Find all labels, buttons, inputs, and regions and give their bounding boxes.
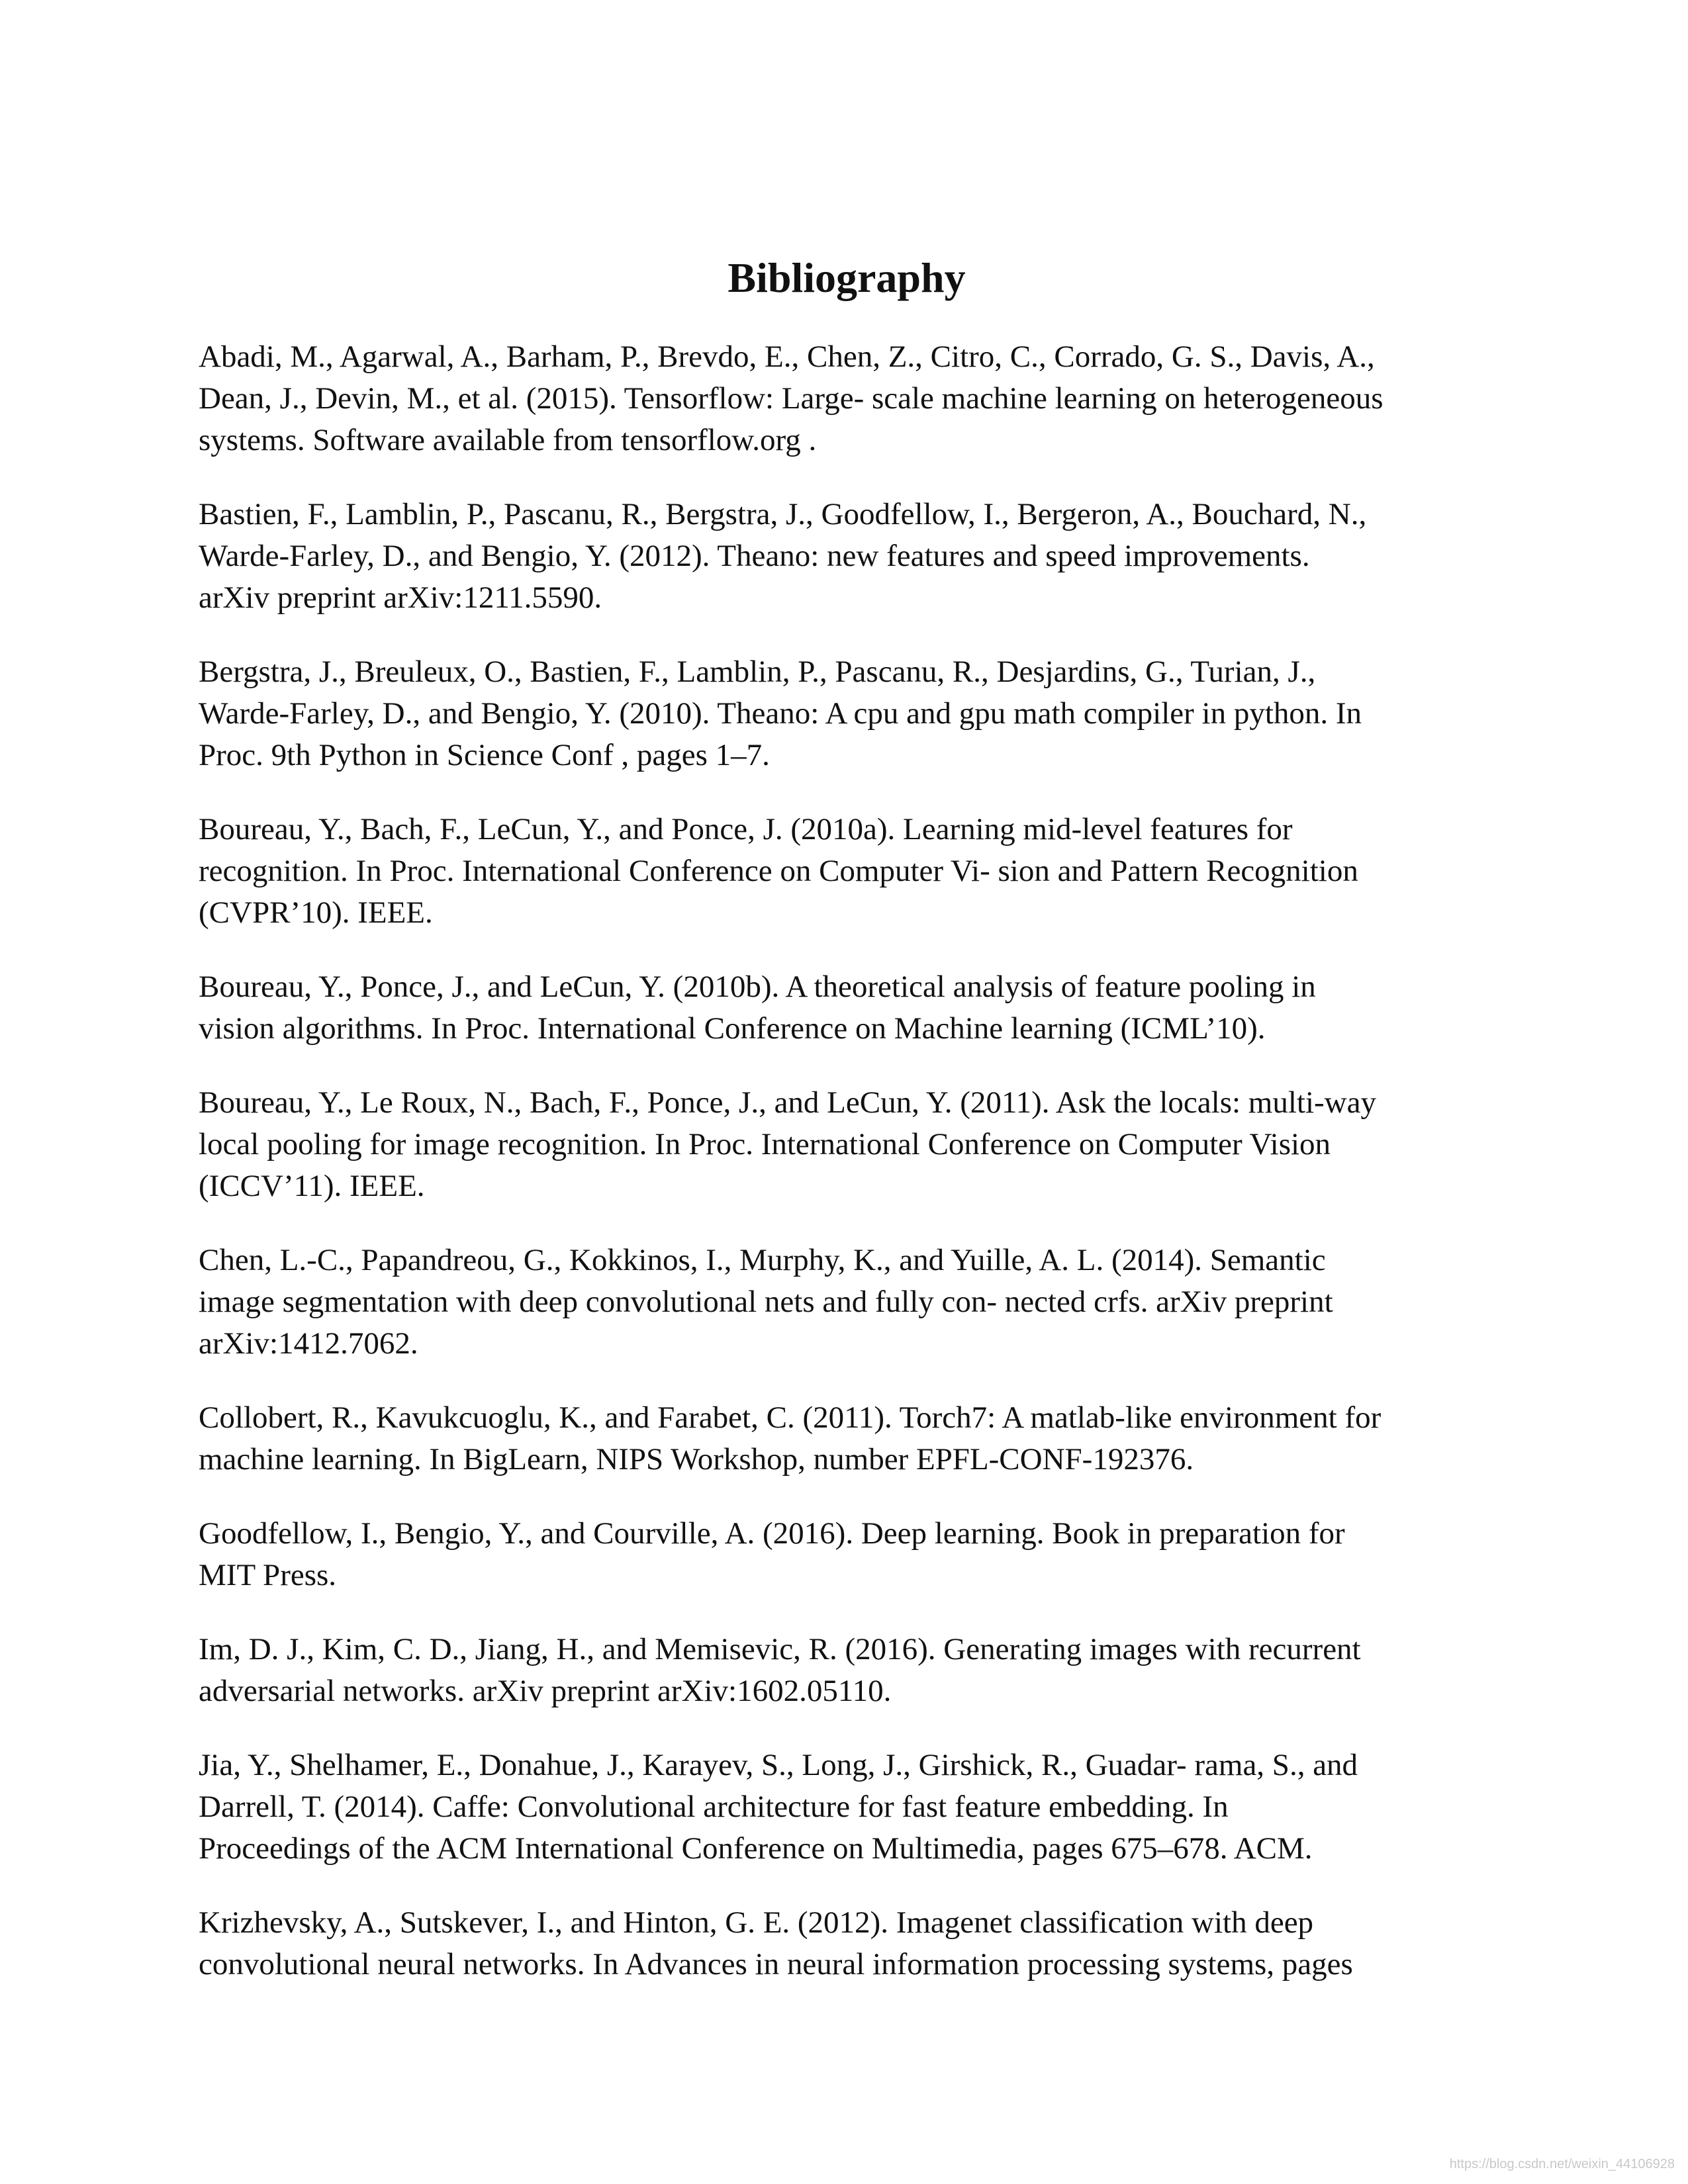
watermark-text: https://blog.csdn.net/weixin_44106928 bbox=[1449, 2157, 1675, 2171]
reference-line: Jia, Y., Shelhamer, E., Donahue, J., Karayev, S., Long, J., Girshick, R., Guadar- rama, S., and bbox=[199, 1748, 1358, 1782]
reference-line: Abadi, M., Agarwal, A., Barham, P., Brevdo, E., Chen, Z., Citro, C., Corrado, G. S., Davis, A., bbox=[199, 340, 1375, 374]
reference-line: Boureau, Y., Le Roux, N., Bach, F., Ponce, J., and LeCun, Y. (2011). Ask the locals: multi-way bbox=[199, 1085, 1376, 1120]
reference-entry-goodfellow-2016 bbox=[199, 1513, 1496, 1596]
reference-line: Warde-Farley, D., and Bengio, Y. (2012). Theano: new features and speed improvements. bbox=[199, 539, 1310, 573]
reference-line: local pooling for image recognition. In Proc. International Conference on Computer Vision bbox=[199, 1127, 1331, 1161]
reference-line: Bergstra, J., Breuleux, O., Bastien, F., Lamblin, P., Pascanu, R., Desjardins, G., Turian, J., bbox=[199, 655, 1316, 689]
reference-line: Bastien, F., Lamblin, P., Pascanu, R., Bergstra, J., Goodfellow, I., Bergeron, A., Bouchard, N., bbox=[199, 497, 1367, 531]
reference-line: Darrell, T. (2014). Caffe: Convolutional architecture for fast feature embedding. In bbox=[199, 1790, 1229, 1824]
reference-entry-bastien-2012 bbox=[199, 494, 1496, 619]
reference-line: Collobert, R., Kavukcuoglu, K., and Farabet, C. (2011). Torch7: A matlab-like environment for bbox=[199, 1400, 1382, 1435]
reference-line: machine learning. In BigLearn, NIPS Workshop, number EPFL-CONF-192376. bbox=[199, 1442, 1194, 1477]
reference-line: Proceedings of the ACM International Conference on Multimedia, pages 675–678. ACM. bbox=[199, 1831, 1313, 1866]
reference-entry-bergstra-2010 bbox=[199, 651, 1496, 776]
reference-entry-chen-2014 bbox=[199, 1240, 1496, 1365]
reference-entry-jia-2014 bbox=[199, 1745, 1496, 1870]
reference-line: Dean, J., Devin, M., et al. (2015). Tensorflow: Large- scale machine learning on heterogeneous bbox=[199, 381, 1383, 416]
reference-line: Boureau, Y., Bach, F., LeCun, Y., and Ponce, J. (2010a). Learning mid-level features for bbox=[199, 812, 1293, 846]
reference-entry-im-2016 bbox=[199, 1629, 1496, 1712]
reference-line: (ICCV’11). IEEE. bbox=[199, 1169, 425, 1203]
reference-line: adversarial networks. arXiv preprint arXiv:1602.05110. bbox=[199, 1674, 892, 1708]
reference-line: Goodfellow, I., Bengio, Y., and Courville, A. (2016). Deep learning. Book in preparation for bbox=[199, 1516, 1345, 1551]
reference-line: Warde-Farley, D., and Bengio, Y. (2010). Theano: A cpu and gpu math compiler in python. In bbox=[199, 696, 1362, 731]
reference-line: (CVPR’10). IEEE. bbox=[199, 895, 433, 930]
reference-line: Proc. 9th Python in Science Conf , pages 1–7. bbox=[199, 738, 770, 772]
reference-entry-boureau-2010b bbox=[199, 966, 1496, 1050]
reference-entry-abadi-2015 bbox=[199, 336, 1496, 461]
reference-line: vision algorithms. In Proc. International Conference on Machine learning (ICML’10). bbox=[199, 1011, 1266, 1046]
reference-line: arXiv preprint arXiv:1211.5590. bbox=[199, 580, 602, 615]
reference-line: convolutional neural networks. In Advances in neural information processing systems, pages bbox=[199, 1947, 1353, 1981]
reference-line: Boureau, Y., Ponce, J., and LeCun, Y. (2010b). A theoretical analysis of feature pooling in bbox=[199, 970, 1316, 1004]
reference-entry-boureau-2010a bbox=[199, 809, 1496, 934]
reference-line: image segmentation with deep convolutional nets and fully con- nected crfs. arXiv preprint bbox=[199, 1285, 1333, 1319]
reference-line: Im, D. J., Kim, C. D., Jiang, H., and Memisevic, R. (2016). Generating images with recurrent bbox=[199, 1632, 1361, 1666]
reference-line: recognition. In Proc. International Conference on Computer Vi- sion and Pattern Recognition bbox=[199, 854, 1358, 888]
reference-line: Krizhevsky, A., Sutskever, I., and Hinton, G. E. (2012). Imagenet classification with deep bbox=[199, 1905, 1314, 1940]
reference-entry-boureau-2011 bbox=[199, 1082, 1496, 1207]
reference-line: Chen, L.-C., Papandreou, G., Kokkinos, I., Murphy, K., and Yuille, A. L. (2014). Semantic bbox=[199, 1243, 1326, 1277]
reference-entry-krizhevsky-2012 bbox=[199, 1902, 1496, 1985]
reference-list bbox=[199, 336, 1496, 2018]
page-title: Bibliography bbox=[727, 254, 966, 301]
reference-line: systems. Software available from tensorflow.org . bbox=[199, 423, 817, 457]
reference-line: MIT Press. bbox=[199, 1558, 337, 1592]
reference-line: arXiv:1412.7062. bbox=[199, 1326, 418, 1361]
reference-entry-collobert-2011 bbox=[199, 1397, 1496, 1480]
